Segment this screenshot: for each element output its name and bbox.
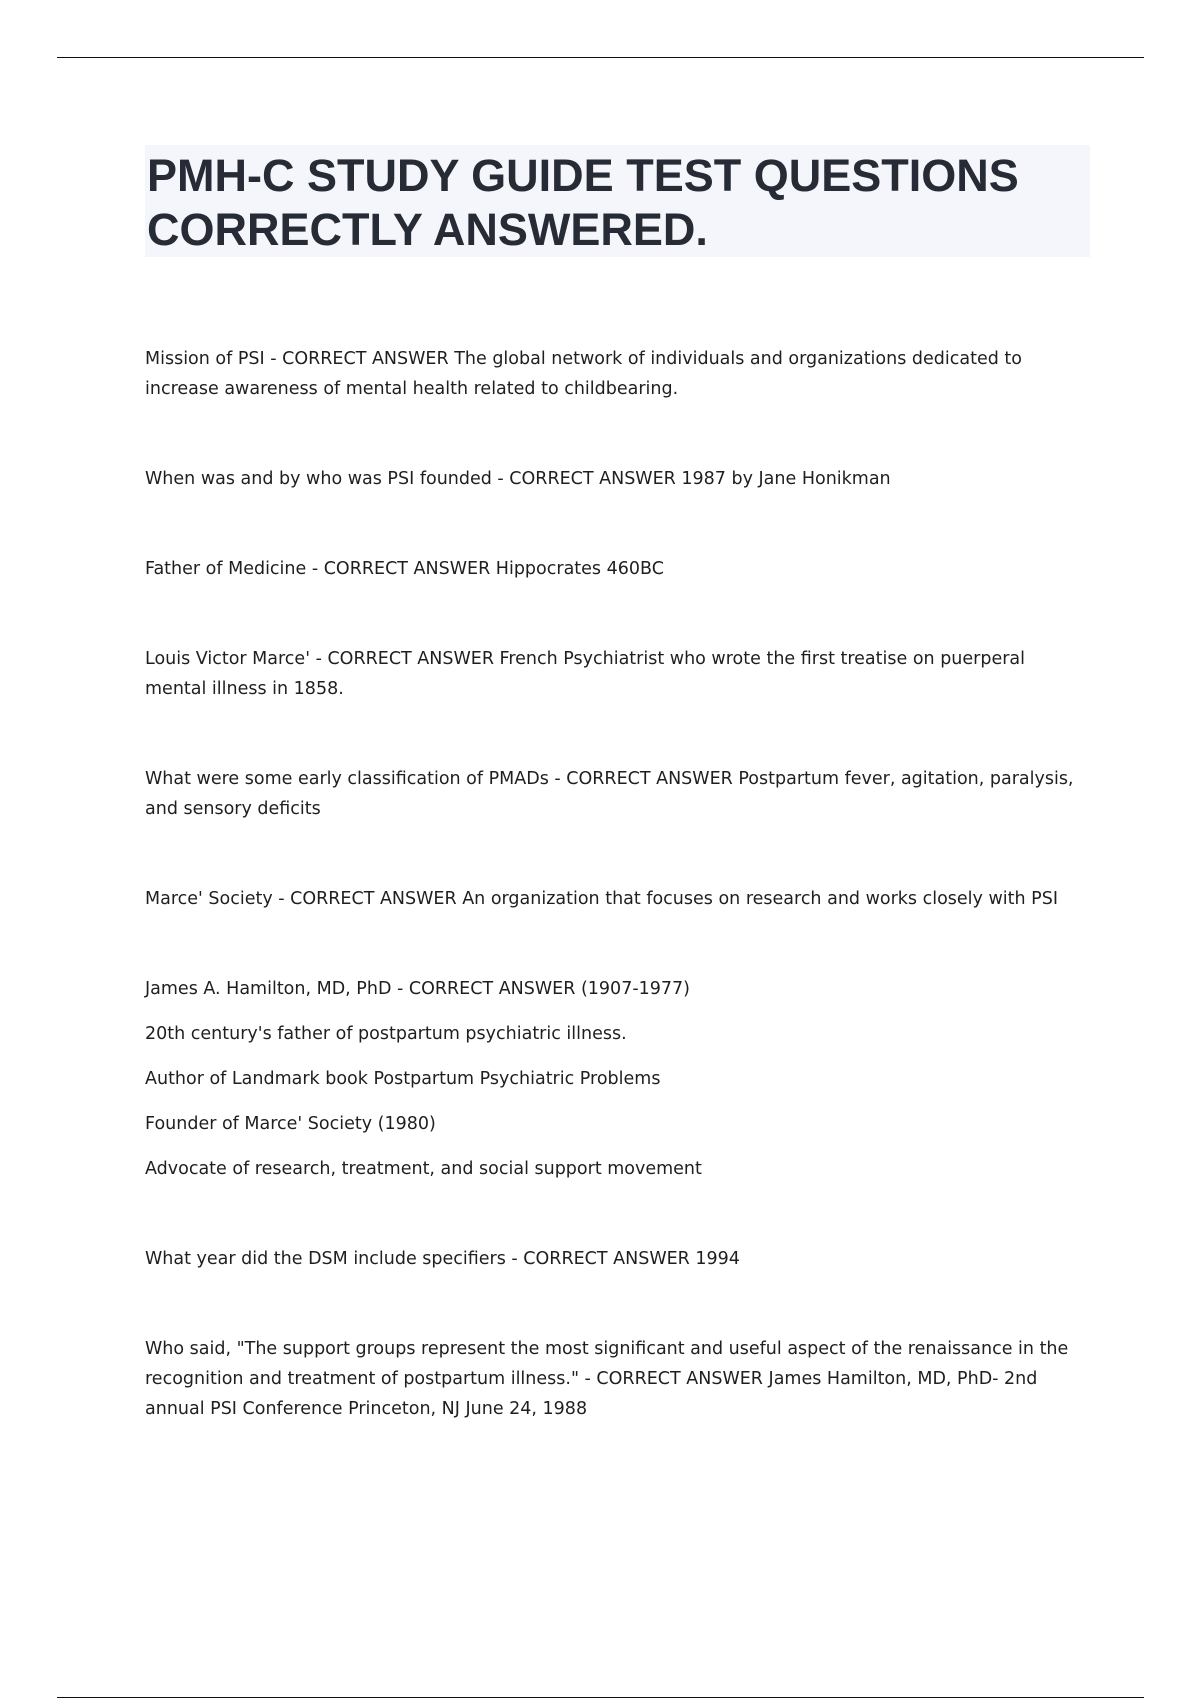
- qa-text: What were some early classification of PMADs - CORRECT ANSWER Postpartum fever, agitation, paralysis, and sensory deficits: [145, 769, 1074, 819]
- qa-line: Author of Landmark book Postpartum Psychiatric Problems: [145, 1069, 661, 1089]
- document-title: PMH-C STUDY GUIDE TEST QUESTIONS CORRECTLY ANSWERED.: [147, 150, 1019, 255]
- qa-line: Founder of Marce' Society (1980): [145, 1114, 436, 1134]
- title-banner: [145, 145, 1090, 257]
- qa-text: Father of Medicine - CORRECT ANSWER Hippocrates 460BC: [145, 559, 664, 579]
- qa-item: [145, 644, 1090, 704]
- bottom-divider: [57, 1697, 1144, 1698]
- qa-item: [145, 1244, 1090, 1274]
- qa-item: [145, 764, 1090, 824]
- qa-line: Advocate of research, treatment, and social support movement: [145, 1159, 702, 1179]
- qa-text: When was and by who was PSI founded - CORRECT ANSWER 1987 by Jane Honikman: [145, 469, 891, 489]
- qa-item: [145, 1334, 1090, 1424]
- qa-text: Marce' Society - CORRECT ANSWER An organization that focuses on research and works closely with PSI: [145, 889, 1058, 909]
- qa-line: 20th century's father of postpartum psychiatric illness.: [145, 1024, 627, 1044]
- qa-item: [145, 884, 1090, 914]
- qa-text: Who said, "The support groups represent the most significant and useful aspect of the renaissance in the recognition and treatment of postpartum illness." - CORRECT ANSWER James Hamilton, MD, PhD- 2nd annual PSI Conference Princeton, NJ June 24, 1988: [145, 1339, 1069, 1419]
- qa-list: [145, 344, 1090, 1484]
- qa-text: Louis Victor Marce' - CORRECT ANSWER French Psychiatrist who wrote the first treatise on puerperal mental illness in 1858.: [145, 649, 1026, 699]
- qa-item: [145, 464, 1090, 494]
- qa-text: What year did the DSM include specifiers - CORRECT ANSWER 1994: [145, 1249, 740, 1269]
- top-divider: [57, 57, 1144, 58]
- qa-line: James A. Hamilton, MD, PhD - CORRECT ANSWER (1907-1977): [145, 979, 691, 999]
- qa-item: [145, 344, 1090, 404]
- qa-item-hamilton: [145, 974, 1090, 1184]
- qa-text: Mission of PSI - CORRECT ANSWER The global network of individuals and organizations dedicated to increase awareness of mental health related to childbearing.: [145, 349, 1022, 399]
- qa-item: [145, 554, 1090, 584]
